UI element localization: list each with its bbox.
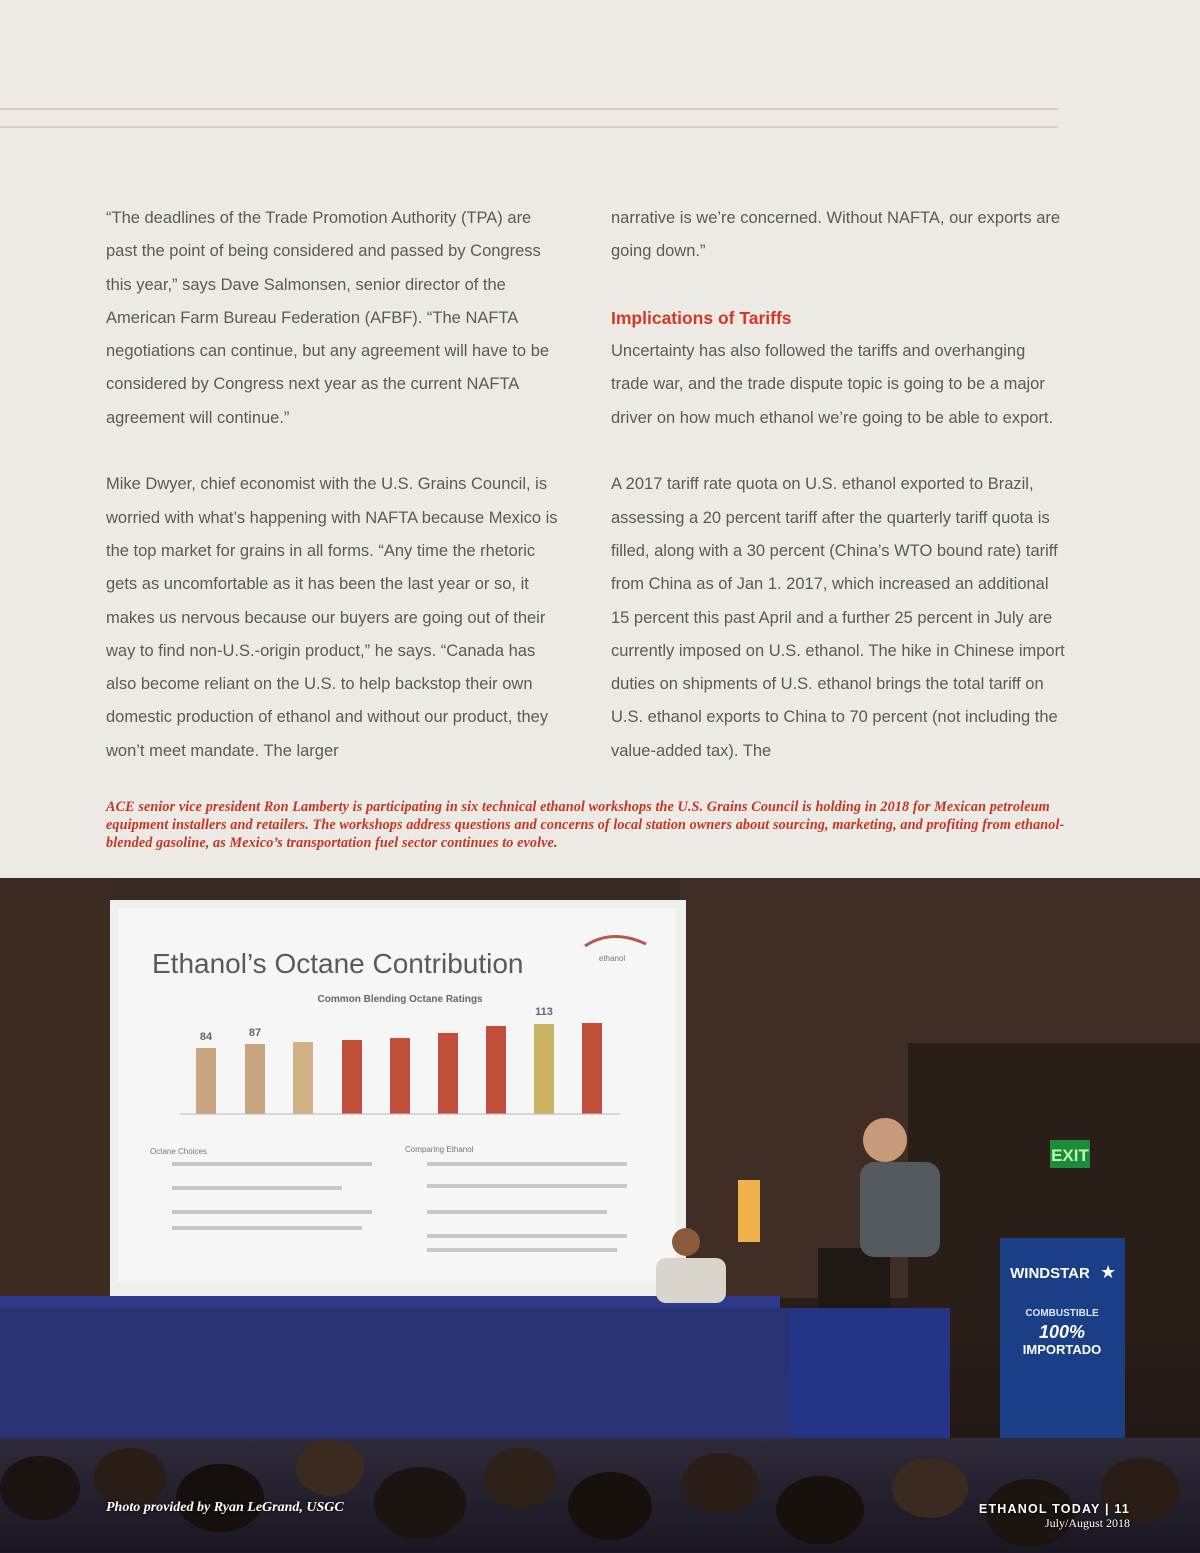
banner-line-3: IMPORTADO [1022,1342,1102,1357]
banner-line-2: 100% [1038,1322,1086,1342]
speaker [863,1118,907,1162]
slide-bar [245,1044,265,1114]
right-paragraph-1: narrative is we’re concerned. Without NAFTA, our exports are going down.” [611,209,1061,261]
slide-right-list-heading: Comparing Ethanol [405,1145,474,1154]
slide-bar-label: 84 [199,1031,213,1043]
workshop-photo-illustration [0,878,1200,1553]
photo-caption: ACE senior vice president Ron Lamberty is participating in six technical ethanol workshops the U.S. Grains Council is holding in 2018 for Mexican petroleum equipment installers and retailers. The workshops address questions and concerns of local station owners about sourcing, marketing, and profiting from ethanol-blended gasoline, as Mexico’s transportation fuel sector continues to evolve. [106,799,1065,851]
banner-star-icon: ★ [1100,1262,1117,1283]
slide-bar [486,1026,506,1114]
wall-lamp [738,1180,760,1242]
right-column [611,202,1066,768]
right-paragraph-3: A 2017 tariff rate quota on U.S. ethanol exported to Brazil, assessing a 20 percent tariff after the quarterly tariff quota is filled, along with a 30 percent (China’s WTO bound rate) tariff from China as of Jan 1. 2017, which increased an additional 15 percent this past April and a further 25 percent in July are currently imposed on U.S. ethanol. The hike in Chinese import duties on shipments of U.S. ethanol brings the total tariff on U.S. ethanol exports to China to 70 percent (not including the value-added tax). The [611,475,1065,760]
slide-title: Ethanol’s Octane Contribution [152,948,524,979]
banner-line-1: COMBUSTIBLE [1025,1308,1099,1319]
panelist [672,1228,700,1256]
issue-date: July/August 2018 [1044,1516,1130,1530]
slide-left-list-heading: Octane Choices [150,1147,207,1156]
magazine-page-label: ETHANOL TODAY | 11 [978,1502,1130,1516]
slide-bar [342,1040,362,1114]
slide-bar-label: 113 [535,1006,553,1018]
slide-bar-label: 87 [248,1027,262,1039]
left-paragraph-1: “The deadlines of the Trade Promotion Authority (TPA) are past the point of being considered and passed by Congress this year,” says Dave Salmonsen, senior director of the American Farm Bureau Federation (AFBF). “The NAFTA negotiations can continue, but any agreement will have to be considered by Congress next year as the current NAFTA agreement will continue.” [106,209,550,427]
photo-credit: Photo provided by Ryan LeGrand, USGC [106,1500,344,1515]
left-column [106,202,561,768]
page-footer [979,1502,1130,1531]
right-paragraph-2: Uncertainty has also followed the tariffs and overhanging trade war, and the trade dispute topic is going to be a major driver on how much ethanol we’re going to be able to export. [611,342,1054,427]
slide-bar [196,1048,216,1114]
slide-bar [390,1038,410,1114]
slide-subtitle: Common Blending Octane Ratings [317,994,483,1005]
section-heading: Implications of Tariffs [611,307,792,328]
slide-bar [582,1023,602,1114]
top-rule-second [0,126,1058,128]
slide-bar [438,1033,458,1114]
workshop-photo [0,878,1200,1553]
top-rule [0,108,1058,110]
slide-bar [293,1042,313,1114]
slide-bar [534,1024,554,1114]
slide-logo-text: ethanol [598,954,626,963]
left-paragraph-2: Mike Dwyer, chief economist with the U.S. Grains Council, is worried with what’s happening with NAFTA because Mexico is the top market for grains in all forms. “Any time the rhetoric gets as uncomfortable as it has been the last year or so, it makes us nervous because our buyers are going out of their way to find non-U.S.-origin product,” he says. “Canada has also become reliant on the U.S. to help backstop their own domestic production of ethanol and without our product, they won’t meet mandate. The larger [106,475,558,760]
audience [0,1438,1200,1553]
banner-brand: WINDSTAR [1010,1265,1090,1282]
exit-sign-text: EXIT [1051,1146,1089,1165]
